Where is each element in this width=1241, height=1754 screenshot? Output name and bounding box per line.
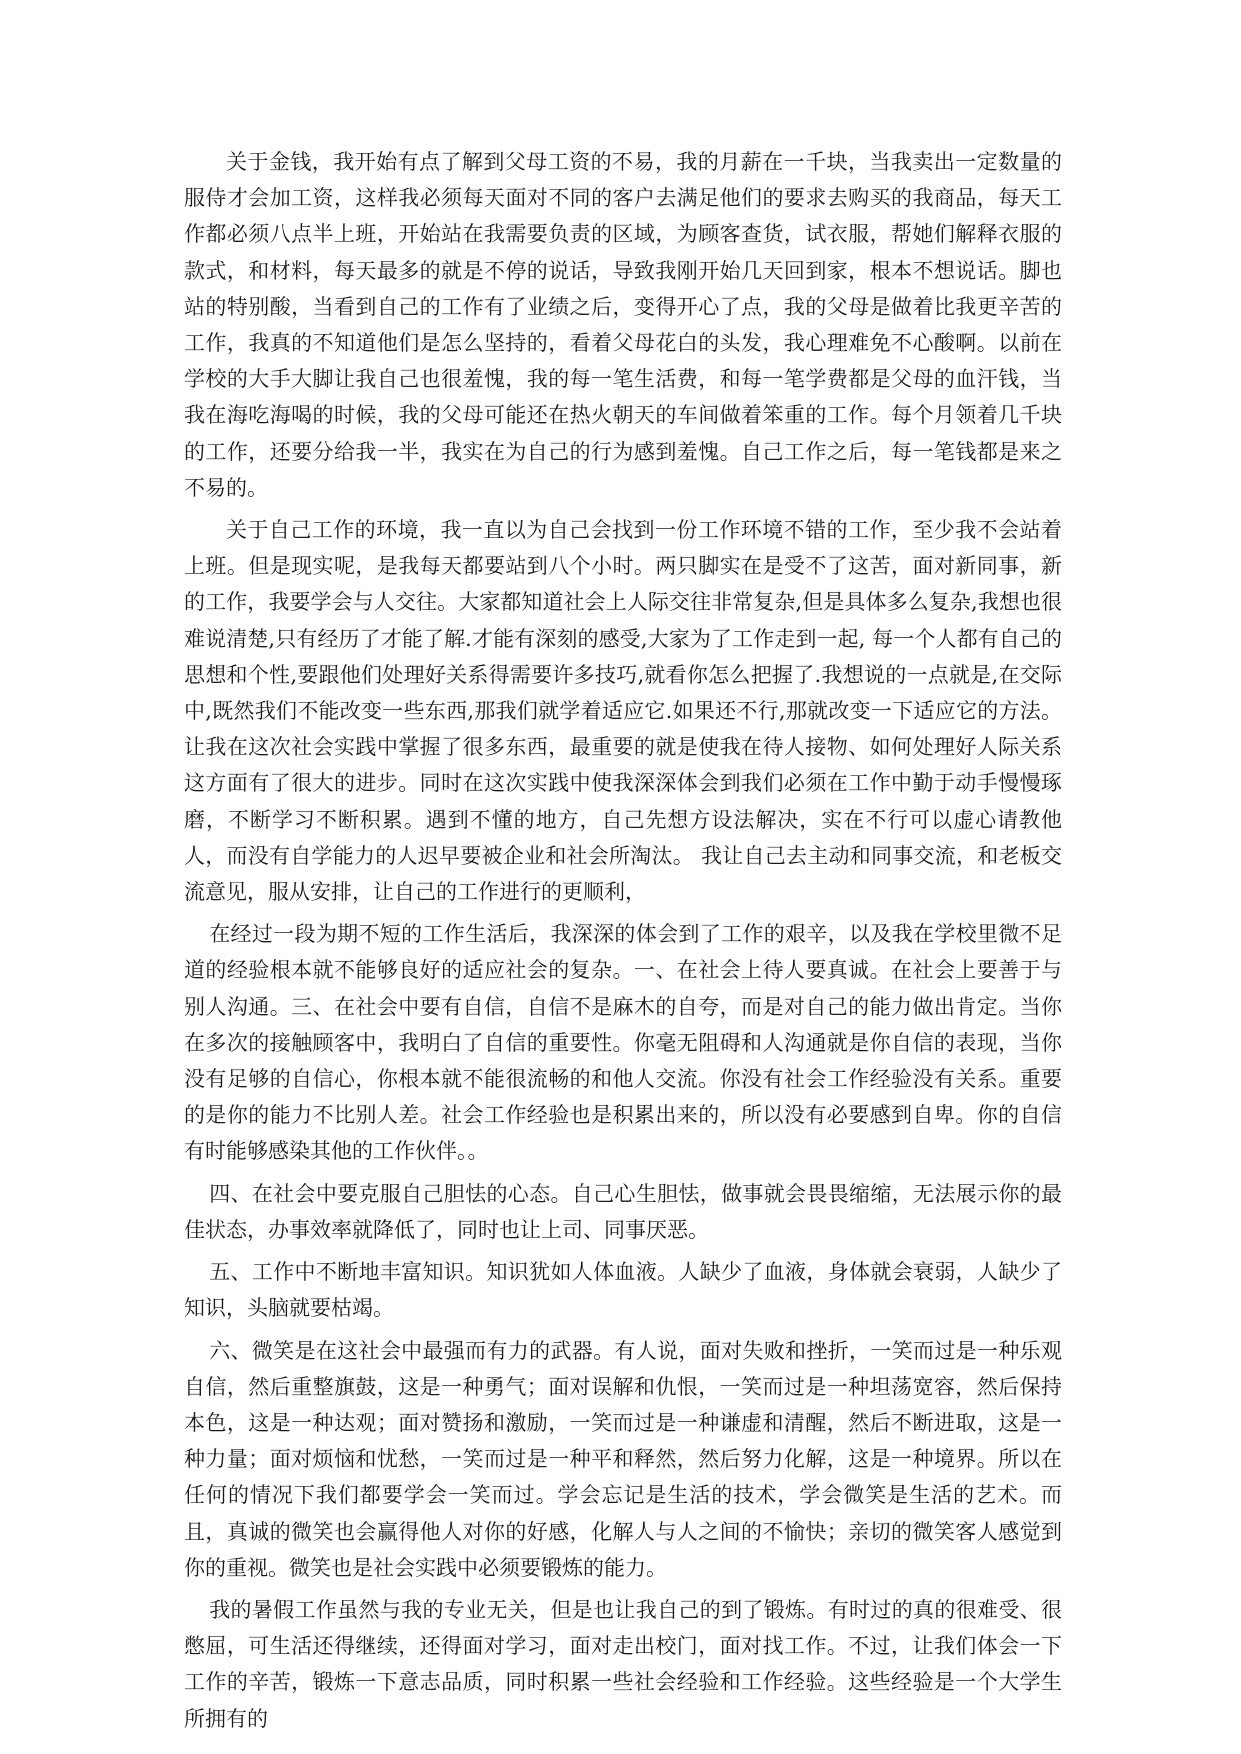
paragraph-hardship: 在经过一段为期不短的工作生活后，我深深的体会到了工作的艰辛，以及我在学校里微不足道的经验根本就不能够良好的适应社会的复杂。一、在社会上待人要真诚。在社会上要善于与别人沟通。三、在社会中要有自信，自信不是麻木的自夸，而是对自己的能力做出肯定。当你在多次的接触顾客中，我明白了自信的重要性。你毫无阻碍和人沟通就是你自信的表现，当你没有足够的自信心，你根本就不能很流畅的和他人交流。你没有社会工作经验没有关系。重要的是你的能力不比别人差。社会工作经验也是积累出来的，所以没有必要感到自卑。你的自信有时能够感染其他的工作伙伴。。 (184, 922, 1062, 1164)
paragraph-knowledge: 五、工作中不断地丰富知识。知识犹如人体血液。人缺少了血液，身体就会衰弱，人缺少了知识，头脑就要枯竭。 (184, 1260, 1062, 1321)
paragraph-overcome-timidity: 四、在社会中要克服自己胆怯的心态。自己心生胆怯，做事就会畏畏缩缩，无法展示你的最佳状态，办事效率就降低了，同时也让上司、同事厌恶。 (184, 1181, 1062, 1242)
paragraph-smile: 六、微笑是在这社会中最强而有力的武器。有人说，面对失败和挫折，一笑而过是一种乐观自信，然后重整旗鼓，这是一种勇气；面对误解和仇恨，一笑而过是一种坦荡宽容，然后保持本色，这是一种达观；面对赞扬和激励，一笑而过是一种谦虚和清醒，然后不断进取，这是一种力量；面对烦恼和忧愁，一笑而过是一种平和释然，然后努力化解，这是一种境界。所以在任何的情况下我们都要学会一笑而过。学会忘记是生活的技术，学会微笑是生活的艺术。而且，真诚的微笑也会赢得他人对你的好感，化解人与人之间的不愉快；亲切的微笑客人感觉到你的重视。微笑也是社会实践中必须要锻炼的能力。 (184, 1338, 1062, 1580)
paragraph-work-environment: 关于自己工作的环境，我一直以为自己会找到一份工作环境不错的工作，至少我不会站着上班。但是现实呢，是我每天都要站到八个小时。两只脚实在是受不了这苦，面对新同事，新的工作，我要学会与人交往。大家都知道社会上人际交往非常复杂,但是具体多么复杂,我想也很难说清楚,只有经历了才能了解.才能有深刻的感受,大家为了工作走到一起, 每一个人都有自己的思想和个性,要跟他们处理好关系得需要许多技巧,就看你怎么把握了.我想说的一点就是,在交际中,既然我们不能改变一些东西,那我们就学着适应它.如果还不行,那就改变一下适应它的方法。让我在这次社会实践中掌握了很多东西，最重要的就是使我在待人接物、如何处理好人际关系这方面有了很大的进步。同时在这次实践中使我深深体会到我们必须在工作中勤于动手慢慢琢磨，不断学习不断积累。遇到不懂的地方，自己先想方设法解决，实在不行可以虚心请教他人，而没有自学能力的人迟早要被企业和社会所淘汰。 我让自己去主动和同事交流，和老板交流意见，服从安排，让自己的工作进行的更顺利， (184, 518, 1062, 905)
document-body (184, 144, 1062, 1743)
paragraph-money: 关于金钱，我开始有点了解到父母工资的不易，我的月薪在一千块，当我卖出一定数量的服侍才会加工资，这样我必须每天面对不同的客户去满足他们的要求去购买的我商品，每天工作都必须八点半上班，开始站在我需要负责的区域，为顾客查货，试衣服，帮她们解释衣服的款式，和材料，每天最多的就是不停的说话，导致我刚开始几天回到家，根本不想说话。脚也站的特别酸，当看到自己的工作有了业绩之后，变得开心了点，我的父母是做着比我更辛苦的工作，我真的不知道他们是怎么坚持的，看着父母花白的头发，我心理难免不心酸啊。以前在学校的大手大脚让我自己也很羞愧，我的每一笔生活费，和每一笔学费都是父母的血汗钱，当我在海吃海喝的时候，我的父母可能还在热火朝天的车间做着笨重的工作。每个月领着几千块的工作，还要分给我一半，我实在为自己的行为感到羞愧。自己工作之后，每一笔钱都是来之不易的。 (184, 150, 1062, 500)
paragraph-summer-job: 我的暑假工作虽然与我的专业无关，但是也让我自己的到了锻炼。有时过的真的很难受、很憋屈，可生活还得继续，还得面对学习，面对走出校门，面对找工作。不过，让我们体会一下工作的辛苦，锻炼一下意志品质，同时积累一些社会经验和工作经验。这些经验是一个大学生所拥有的 (184, 1597, 1062, 1731)
